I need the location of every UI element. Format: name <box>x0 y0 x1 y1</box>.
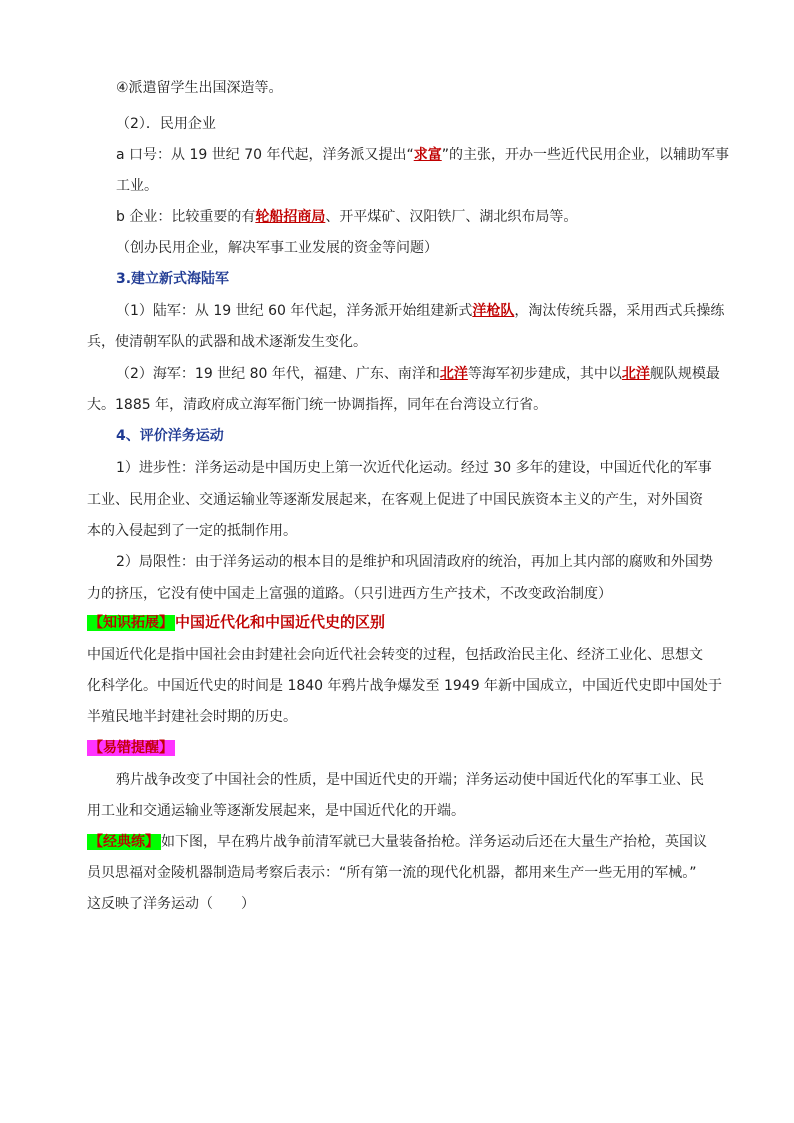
section-subheading: （2）．民用企业 <box>116 116 216 132</box>
text-line <box>116 145 729 165</box>
text-span: a 口号：从 19 世纪 70 年代起，洋务派又提出“ <box>116 147 414 163</box>
text-line: 这反映了洋务运动（ ） <box>87 896 255 912</box>
text-span: ”的主张，开办一些近代民用企业，以辅助军事 <box>441 147 729 163</box>
error-reminder-heading <box>87 738 175 758</box>
text-line: 员贝思福对金陵机器制造局考察后表示：“所有第一流的现代化机器，都用来生产一些无用的军械。” <box>87 865 697 881</box>
text-line: 用工业和交通运输业等逐渐发展起来，是中国近代化的开端。 <box>87 803 465 819</box>
keyword: 求富 <box>413 147 442 163</box>
error-reminder-tag: 【易错提醒】 <box>89 740 173 756</box>
classic-exercise-tag: 【经典练】 <box>89 834 159 850</box>
keyword: 洋枪队 <box>472 303 515 319</box>
text-line <box>87 832 707 852</box>
text-span: ，淘汰传统兵器，采用西式兵操练 <box>514 303 725 319</box>
knowledge-extension-title: 中国近代化和中国近代史的区别 <box>175 613 386 631</box>
text-line: ④派遣留学生出国深造等。 <box>116 80 283 96</box>
keyword: 轮船招商局 <box>255 209 326 225</box>
text-line: 本的入侵起到了一定的抵制作用。 <box>87 523 297 539</box>
text-line <box>116 301 724 321</box>
text-line: 兵，使清朝军队的武器和战术逐渐发生变化。 <box>87 334 367 350</box>
keyword: 北洋 <box>621 366 650 382</box>
text-span: （1）陆军：从 19 世纪 60 年代起，洋务派开始组建新式 <box>116 303 473 319</box>
text-line: 工业、民用企业、交通运输业等逐渐发展起来，在客观上促进了中国民族资本主义的产生，对外国资 <box>87 492 703 508</box>
text-span: 等海军初步建成，其中以 <box>467 366 622 382</box>
text-span: （2）海军：19 世纪 80 年代，福建、广东、南洋和 <box>116 366 440 382</box>
text-line: 力的挤压，它没有使中国走上富强的道路。（只引进西方生产技术，不改变政治制度） <box>87 586 612 602</box>
text-line: 半殖民地半封建社会时期的历史。 <box>87 709 297 725</box>
text-line <box>116 207 577 227</box>
text-span: 如下图，早在鸦片战争前清军就已大量装备抬枪。洋务运动后还在大量生产抬枪，英国议 <box>161 834 707 850</box>
knowledge-extension-heading <box>87 612 385 633</box>
text-line: 化科学化。中国近代史的时间是 1840 年鸦片战争爆发至 1949 年新中国成立，中国近代史即中国处于 <box>87 678 723 694</box>
text-line: 鸦片战争改变了中国社会的性质，是中国近代史的开端；洋务运动使中国近代化的军事工业、民 <box>116 772 704 788</box>
section-heading: 4、评价洋务运动 <box>116 428 224 444</box>
section-heading: 3.建立新式海陆军 <box>116 271 230 287</box>
keyword: 北洋 <box>439 366 468 382</box>
knowledge-extension-tag: 【知识拓展】 <box>89 615 173 631</box>
text-line: 工业。 <box>116 178 158 194</box>
text-line: 1）进步性：洋务运动是中国历史上第一次近代化运动。经过 30 多年的建设，中国近代化的军事 <box>116 460 712 476</box>
text-line: 中国近代化是指中国社会由封建社会向近代社会转变的过程，包括政治民主化、经济工业化、思想文 <box>87 647 703 663</box>
text-line <box>116 364 720 384</box>
text-line: 2）局限性：由于洋务运动的根本目的是维护和巩固清政府的统治，再加上其内部的腐败和外国势 <box>116 554 713 570</box>
text-span: 舰队规模最 <box>649 366 720 382</box>
text-span: 、开平煤矿、汉阳铁厂、湖北织布局等。 <box>325 209 578 225</box>
text-line: 大。1885 年，清政府成立海军衙门统一协调指挥，同年在台湾设立行省。 <box>87 397 548 413</box>
text-line: （创办民用企业，解决军事工业发展的资金等问题） <box>116 240 438 256</box>
text-span: b 企业：比较重要的有 <box>116 209 256 225</box>
